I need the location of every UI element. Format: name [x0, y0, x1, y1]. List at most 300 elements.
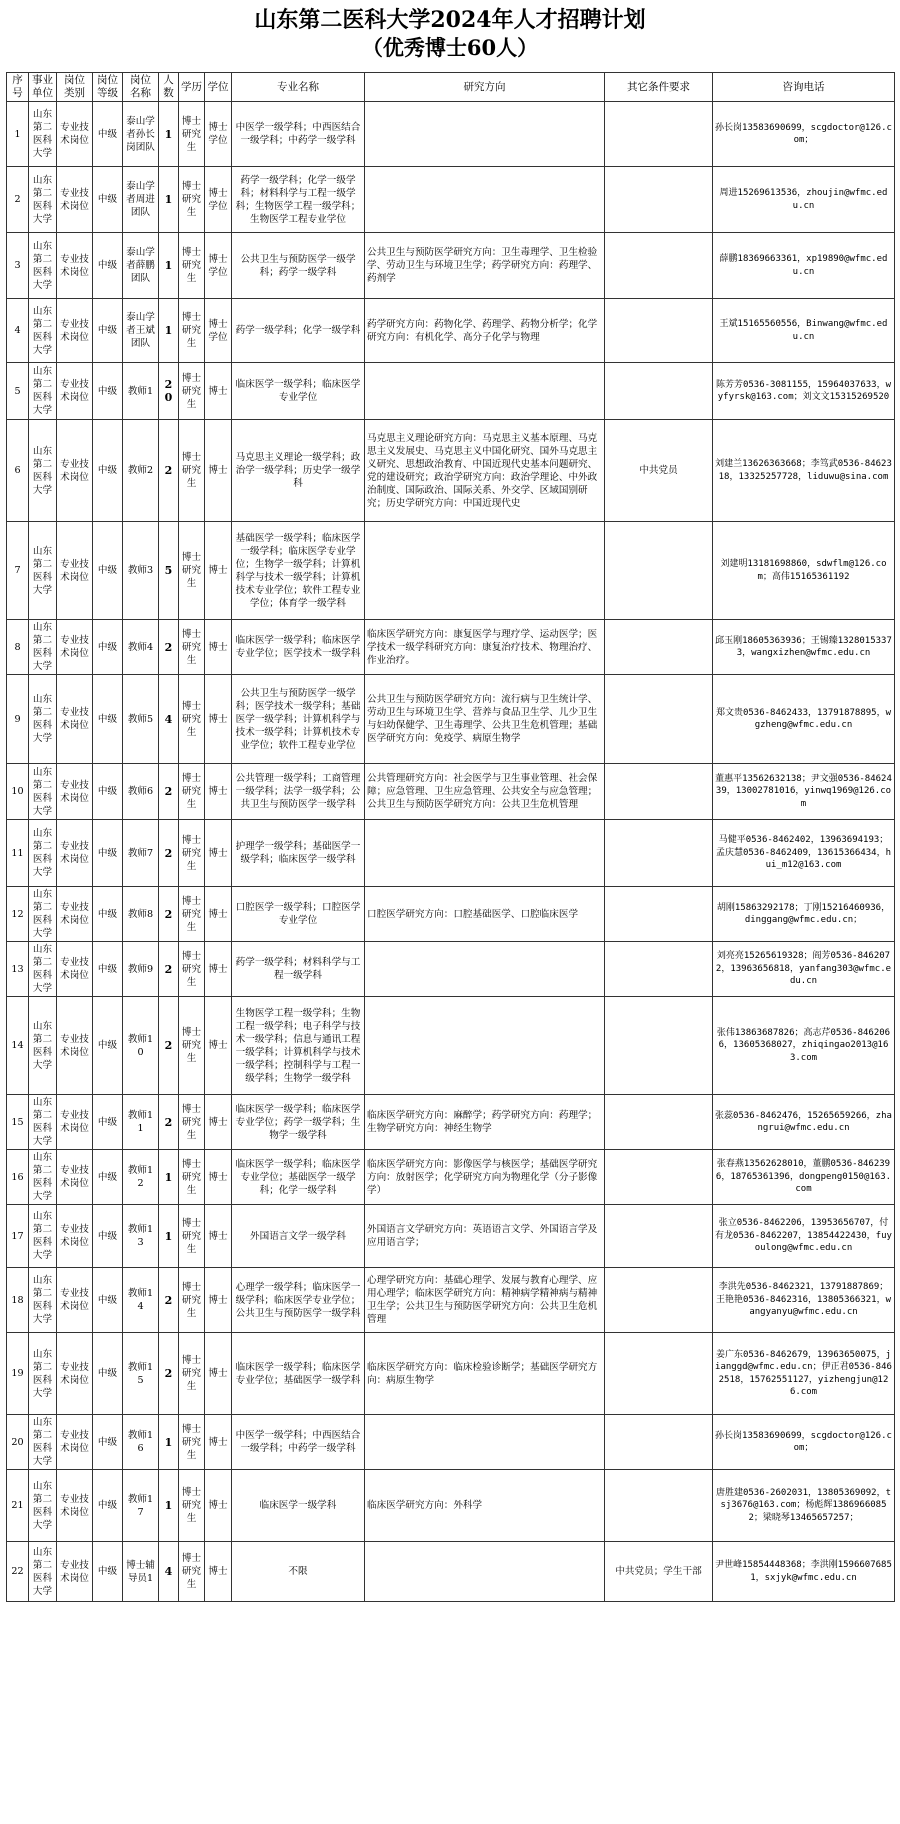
cell-research: 药学研究方向：药物化学、药理学、药物分析学；化学研究方向：有机化学、高分子化学与物理: [365, 299, 605, 363]
column-header: 岗位等级: [93, 73, 123, 102]
cell-no: 11: [7, 820, 29, 887]
cell-major: 公共卫生与预防医学一级学科；医学技术一级学科；基础医学一级学科；计算机科学与技术一级学科；计算机技术专业学位；软件工程专业学位: [232, 675, 365, 764]
cell-count: 1: [159, 299, 179, 363]
cell-level: 中级: [93, 1268, 123, 1333]
cell-level: 中级: [93, 233, 123, 299]
column-header: 学历: [179, 73, 205, 102]
cell-unit: 山东第二医科大学: [29, 1205, 57, 1268]
cell-contact: 张蕊0536-8462476，15265659266，zhangrui@wfmc.edu.cn: [713, 1095, 895, 1150]
cell-level: 中级: [93, 1542, 123, 1602]
cell-research: 外国语言文学研究方向：英语语言文学、外国语言学及应用语言学；: [365, 1205, 605, 1268]
cell-no: 22: [7, 1542, 29, 1602]
table-row: [7, 1470, 895, 1542]
cell-category: 专业技术岗位: [57, 1333, 93, 1415]
cell-post: 教师14: [123, 1268, 159, 1333]
cell-post: 教师16: [123, 1415, 159, 1470]
cell-level: 中级: [93, 820, 123, 887]
cell-count: 20: [159, 363, 179, 420]
table-row: [7, 102, 895, 167]
cell-count: 1: [159, 102, 179, 167]
cell-no: 1: [7, 102, 29, 167]
table-row: [7, 1415, 895, 1470]
cell-other: [605, 1205, 713, 1268]
cell-edu: 博士研究生: [179, 887, 205, 942]
cell-degree: 博士学位: [205, 102, 232, 167]
cell-category: 专业技术岗位: [57, 233, 93, 299]
cell-research: 公共卫生与预防医学研究方向：卫生毒理学、卫生检验学、劳动卫生与环境卫生学；药学研究方向：药理学、药剂学: [365, 233, 605, 299]
cell-unit: 山东第二医科大学: [29, 764, 57, 820]
cell-post: 教师3: [123, 522, 159, 620]
cell-contact: 张伟13863687826；高志芹0536-8462066，13605368027，zhiqingao2013@163.com: [713, 997, 895, 1095]
cell-major: 临床医学一级学科；临床医学专业学位；基础医学一级学科: [232, 1333, 365, 1415]
cell-research: 公共管理研究方向：社会医学与卫生事业管理、社会保障；应急管理、卫生应急管理、公共安全与应急管理；公共卫生与预防医学研究方向：公共卫生危机管理: [365, 764, 605, 820]
cell-major: 中医学一级学科；中西医结合一级学科；中药学一级学科: [232, 102, 365, 167]
cell-level: 中级: [93, 1205, 123, 1268]
table-row: [7, 420, 895, 522]
cell-no: 2: [7, 167, 29, 233]
cell-contact: 孙长岗13583690699，scgdoctor@126.com；: [713, 102, 895, 167]
cell-level: 中级: [93, 764, 123, 820]
cell-post: 教师1: [123, 363, 159, 420]
cell-contact: 郑文贵0536-8462433，13791878895，wgzheng@wfmc.edu.cn: [713, 675, 895, 764]
cell-edu: 博士研究生: [179, 420, 205, 522]
cell-research: 临床医学研究方向：影像医学与核医学；基础医学研究方向：放射医学；化学研究方向为物理化学（分子影像学）: [365, 1150, 605, 1205]
cell-contact: 李洪先0536-8462321，13791887869；王艳艳0536-8462316，13805366321，wangyanyu@wfmc.edu.cn: [713, 1268, 895, 1333]
cell-other: 中共党员: [605, 420, 713, 522]
cell-edu: 博士研究生: [179, 997, 205, 1095]
cell-category: 专业技术岗位: [57, 1150, 93, 1205]
table-body: [7, 102, 895, 1602]
cell-contact: 唐胜建0536-2602031，13805369092，tsj3676@163.com；杨彪辉13869660852；梁晓琴13465657257；: [713, 1470, 895, 1542]
cell-level: 中级: [93, 620, 123, 675]
cell-other: [605, 233, 713, 299]
cell-unit: 山东第二医科大学: [29, 522, 57, 620]
cell-edu: 博士研究生: [179, 102, 205, 167]
cell-other: [605, 299, 713, 363]
column-header: 人数: [159, 73, 179, 102]
cell-post: 泰山学者王斌团队: [123, 299, 159, 363]
cell-category: 专业技术岗位: [57, 942, 93, 997]
table-row: [7, 1542, 895, 1602]
cell-post: 教师11: [123, 1095, 159, 1150]
cell-other: [605, 764, 713, 820]
cell-count: 2: [159, 942, 179, 997]
cell-other: [605, 942, 713, 997]
cell-level: 中级: [93, 1333, 123, 1415]
table-row: [7, 233, 895, 299]
column-header: 事业单位: [29, 73, 57, 102]
cell-category: 专业技术岗位: [57, 997, 93, 1095]
cell-post: 教师7: [123, 820, 159, 887]
cell-major: 临床医学一级学科: [232, 1470, 365, 1542]
cell-level: 中级: [93, 1415, 123, 1470]
cell-unit: 山东第二医科大学: [29, 942, 57, 997]
cell-degree: 博士: [205, 887, 232, 942]
cell-category: 专业技术岗位: [57, 675, 93, 764]
cell-degree: 博士: [205, 764, 232, 820]
cell-research: 临床医学研究方向：麻醉学；药学研究方向：药理学；生物学研究方向：神经生物学: [365, 1095, 605, 1150]
cell-count: 2: [159, 1095, 179, 1150]
cell-edu: 博士研究生: [179, 1415, 205, 1470]
cell-no: 13: [7, 942, 29, 997]
cell-research: [365, 167, 605, 233]
cell-category: 专业技术岗位: [57, 522, 93, 620]
cell-post: 教师4: [123, 620, 159, 675]
cell-post: 教师9: [123, 942, 159, 997]
cell-no: 8: [7, 620, 29, 675]
cell-research: 临床医学研究方向：外科学: [365, 1470, 605, 1542]
title-line-1: 山东第二医科大学2024年人才招聘计划: [254, 7, 646, 33]
cell-degree: 博士: [205, 522, 232, 620]
column-header: 研究方向: [365, 73, 605, 102]
cell-other: [605, 997, 713, 1095]
cell-degree: 博士: [205, 420, 232, 522]
cell-degree: 博士学位: [205, 167, 232, 233]
cell-no: 9: [7, 675, 29, 764]
cell-contact: 张春燕13562628010，董鹏0536-8462396，18765361396，dongpeng0150@163.com: [713, 1150, 895, 1205]
cell-major: 药学一级学科；化学一级学科；材料科学与工程一级学科；生物医学工程一级学科；生物医学工程专业学位: [232, 167, 365, 233]
cell-edu: 博士研究生: [179, 764, 205, 820]
cell-contact: 王斌15165560556，Binwang@wfmc.edu.cn: [713, 299, 895, 363]
cell-post: 教师2: [123, 420, 159, 522]
table-header-row: [7, 73, 895, 102]
cell-edu: 博士研究生: [179, 167, 205, 233]
cell-other: [605, 522, 713, 620]
cell-edu: 博士研究生: [179, 1205, 205, 1268]
cell-research: 临床医学研究方向：康复医学与理疗学、运动医学；医学技术一级学科研究方向：康复治疗技术、物理治疗、作业治疗。: [365, 620, 605, 675]
cell-degree: 博士: [205, 1415, 232, 1470]
cell-count: 1: [159, 1470, 179, 1542]
cell-major: 生物医学工程一级学科；生物工程一级学科；电子科学与技术一级学科；信息与通讯工程一级学科；计算机科学与技术一级学科；控制科学与工程一级学科；生物学一级学科: [232, 997, 365, 1095]
cell-count: 1: [159, 233, 179, 299]
table-row: [7, 675, 895, 764]
cell-category: 专业技术岗位: [57, 620, 93, 675]
cell-unit: 山东第二医科大学: [29, 1268, 57, 1333]
cell-unit: 山东第二医科大学: [29, 1542, 57, 1602]
cell-level: 中级: [93, 420, 123, 522]
cell-contact: 周进15269613536，zhoujin@wfmc.edu.cn: [713, 167, 895, 233]
column-header: 岗位类别: [57, 73, 93, 102]
cell-unit: 山东第二医科大学: [29, 363, 57, 420]
cell-other: [605, 820, 713, 887]
cell-edu: 博士研究生: [179, 1542, 205, 1602]
table-row: [7, 299, 895, 363]
cell-major: 口腔医学一级学科；口腔医学专业学位: [232, 887, 365, 942]
table-row: [7, 997, 895, 1095]
cell-count: 2: [159, 1333, 179, 1415]
cell-major: 临床医学一级学科；临床医学专业学位: [232, 363, 365, 420]
cell-research: [365, 1415, 605, 1470]
cell-unit: 山东第二医科大学: [29, 102, 57, 167]
cell-no: 3: [7, 233, 29, 299]
cell-category: 专业技术岗位: [57, 1205, 93, 1268]
cell-post: 教师12: [123, 1150, 159, 1205]
cell-post: 博士辅导员1: [123, 1542, 159, 1602]
table-row: [7, 1095, 895, 1150]
cell-level: 中级: [93, 942, 123, 997]
document-title: [0, 6, 900, 62]
cell-degree: 博士学位: [205, 299, 232, 363]
title-line-2: （优秀博士60人）: [361, 35, 539, 60]
cell-no: 20: [7, 1415, 29, 1470]
cell-other: [605, 167, 713, 233]
cell-category: 专业技术岗位: [57, 363, 93, 420]
cell-major: 马克思主义理论一级学科；政治学一级学科；历史学一级学科: [232, 420, 365, 522]
cell-count: 1: [159, 1150, 179, 1205]
cell-count: 2: [159, 997, 179, 1095]
cell-other: [605, 102, 713, 167]
cell-research: [365, 942, 605, 997]
cell-no: 19: [7, 1333, 29, 1415]
cell-unit: 山东第二医科大学: [29, 820, 57, 887]
cell-no: 7: [7, 522, 29, 620]
cell-other: [605, 620, 713, 675]
cell-major: 外国语言文学一级学科: [232, 1205, 365, 1268]
cell-no: 5: [7, 363, 29, 420]
cell-count: 2: [159, 1268, 179, 1333]
cell-unit: 山东第二医科大学: [29, 167, 57, 233]
cell-major: 公共管理一级学科；工商管理一级学科；法学一级学科；公共卫生与预防医学一级学科: [232, 764, 365, 820]
cell-count: 2: [159, 820, 179, 887]
cell-degree: 博士: [205, 1205, 232, 1268]
cell-degree: 博士: [205, 1333, 232, 1415]
cell-category: 专业技术岗位: [57, 764, 93, 820]
cell-contact: 陈芳芳0536-3081155，15964037633，wyfyrsk@163.com；刘文文15315269520: [713, 363, 895, 420]
cell-unit: 山东第二医科大学: [29, 997, 57, 1095]
cell-unit: 山东第二医科大学: [29, 1095, 57, 1150]
table-row: [7, 1205, 895, 1268]
column-header: 咨询电话: [713, 73, 895, 102]
cell-contact: 薛鹏18369663361，xp19890@wfmc.edu.cn: [713, 233, 895, 299]
cell-other: [605, 887, 713, 942]
cell-edu: 博士研究生: [179, 363, 205, 420]
cell-major: 临床医学一级学科；临床医学专业学位；药学一级学科；生物学一级学科: [232, 1095, 365, 1150]
cell-level: 中级: [93, 167, 123, 233]
cell-category: 专业技术岗位: [57, 1268, 93, 1333]
cell-other: [605, 1470, 713, 1542]
cell-level: 中级: [93, 1095, 123, 1150]
cell-edu: 博士研究生: [179, 1333, 205, 1415]
cell-major: 公共卫生与预防医学一级学科；药学一级学科: [232, 233, 365, 299]
cell-post: 教师5: [123, 675, 159, 764]
cell-post: 教师6: [123, 764, 159, 820]
table-row: [7, 1268, 895, 1333]
cell-major: 药学一级学科；材料科学与工程一级学科: [232, 942, 365, 997]
cell-degree: 博士: [205, 1150, 232, 1205]
cell-degree: 博士: [205, 620, 232, 675]
cell-major: 中医学一级学科；中西医结合一级学科；中药学一级学科: [232, 1415, 365, 1470]
table-row: [7, 887, 895, 942]
table-row: [7, 764, 895, 820]
cell-major: 临床医学一级学科；临床医学专业学位；医学技术一级学科: [232, 620, 365, 675]
cell-research: 心理学研究方向：基础心理学、发展与教育心理学、应用心理学；临床医学研究方向：精神病学精神病与精神卫生学；公共卫生与预防医学研究方向：公共卫生危机管理: [365, 1268, 605, 1333]
cell-unit: 山东第二医科大学: [29, 233, 57, 299]
cell-research: [365, 820, 605, 887]
cell-category: 专业技术岗位: [57, 102, 93, 167]
cell-major: 临床医学一级学科；临床医学专业学位；基础医学一级学科；化学一级学科: [232, 1150, 365, 1205]
cell-research: [365, 997, 605, 1095]
cell-other: [605, 363, 713, 420]
cell-major: 不限: [232, 1542, 365, 1602]
cell-degree: 博士: [205, 1095, 232, 1150]
cell-research: 临床医学研究方向：临床检验诊断学；基础医学研究方向：病原生物学: [365, 1333, 605, 1415]
cell-no: 10: [7, 764, 29, 820]
cell-other: 中共党员；学生干部: [605, 1542, 713, 1602]
cell-research: 公共卫生与预防医学研究方向：流行病与卫生统计学、劳动卫生与环境卫生学、营养与食品卫生学、儿少卫生与妇幼保健学、卫生毒理学、公共卫生危机管理；基础医学研究方向：免疫学、病原生物学: [365, 675, 605, 764]
cell-edu: 博士研究生: [179, 1470, 205, 1542]
cell-degree: 博士: [205, 363, 232, 420]
table-row: [7, 167, 895, 233]
cell-degree: 博士: [205, 1470, 232, 1542]
cell-post: 教师13: [123, 1205, 159, 1268]
cell-unit: 山东第二医科大学: [29, 420, 57, 522]
cell-level: 中级: [93, 1470, 123, 1542]
cell-unit: 山东第二医科大学: [29, 299, 57, 363]
cell-category: 专业技术岗位: [57, 1542, 93, 1602]
cell-contact: 刘建明13181698860，sdwflm@126.com；高伟15165361192: [713, 522, 895, 620]
cell-no: 18: [7, 1268, 29, 1333]
cell-level: 中级: [93, 1150, 123, 1205]
cell-other: [605, 1415, 713, 1470]
cell-edu: 博士研究生: [179, 820, 205, 887]
cell-degree: 博士: [205, 1268, 232, 1333]
cell-edu: 博士研究生: [179, 1095, 205, 1150]
cell-category: 专业技术岗位: [57, 299, 93, 363]
cell-level: 中级: [93, 102, 123, 167]
cell-unit: 山东第二医科大学: [29, 1333, 57, 1415]
cell-unit: 山东第二医科大学: [29, 887, 57, 942]
cell-no: 6: [7, 420, 29, 522]
cell-unit: 山东第二医科大学: [29, 620, 57, 675]
table-row: [7, 1150, 895, 1205]
cell-edu: 博士研究生: [179, 233, 205, 299]
cell-count: 1: [159, 167, 179, 233]
cell-contact: 张立0536-8462206，13953656707，付有龙0536-8462207，13854422430，fuyoulong@wfmc.edu.cn: [713, 1205, 895, 1268]
table-row: [7, 1333, 895, 1415]
cell-unit: 山东第二医科大学: [29, 1150, 57, 1205]
cell-contact: 刘建兰13626363668；李笃武0536-8462318，13325257728，liduwu@sina.com: [713, 420, 895, 522]
cell-degree: 博士学位: [205, 233, 232, 299]
cell-no: 15: [7, 1095, 29, 1150]
cell-no: 21: [7, 1470, 29, 1542]
cell-other: [605, 675, 713, 764]
recruitment-table: [6, 72, 895, 1602]
cell-no: 12: [7, 887, 29, 942]
cell-count: 2: [159, 887, 179, 942]
cell-other: [605, 1268, 713, 1333]
cell-other: [605, 1333, 713, 1415]
cell-research: 口腔医学研究方向：口腔基础医学、口腔临床医学: [365, 887, 605, 942]
cell-research: [365, 102, 605, 167]
cell-count: 1: [159, 1415, 179, 1470]
cell-research: [365, 522, 605, 620]
cell-level: 中级: [93, 299, 123, 363]
cell-level: 中级: [93, 675, 123, 764]
column-header: 其它条件要求: [605, 73, 713, 102]
cell-no: 16: [7, 1150, 29, 1205]
cell-major: 基础医学一级学科；临床医学一级学科；临床医学专业学位；生物学一级学科；计算机科学与技术一级学科；计算机技术专业学位；软件工程专业学位；体育学一级学科: [232, 522, 365, 620]
table-row: [7, 942, 895, 997]
column-header: 序号: [7, 73, 29, 102]
cell-no: 14: [7, 997, 29, 1095]
cell-edu: 博士研究生: [179, 675, 205, 764]
cell-major: 护理学一级学科；基础医学一级学科；临床医学一级学科: [232, 820, 365, 887]
cell-contact: 董惠平13562632138；尹文强0536-8462439，13002781016，yinwq1969@126.com: [713, 764, 895, 820]
cell-count: 2: [159, 420, 179, 522]
cell-count: 2: [159, 764, 179, 820]
cell-post: 泰山学者薛鹏团队: [123, 233, 159, 299]
table-row: [7, 820, 895, 887]
cell-contact: 刘亮亮15265619328；阎芳0536-8462072，13963656818，yanfang303@wfmc.edu.cn: [713, 942, 895, 997]
cell-degree: 博士: [205, 942, 232, 997]
cell-count: 1: [159, 1205, 179, 1268]
cell-post: 泰山学者孙长岗团队: [123, 102, 159, 167]
cell-edu: 博士研究生: [179, 299, 205, 363]
table-row: [7, 522, 895, 620]
cell-count: 5: [159, 522, 179, 620]
cell-major: 药学一级学科；化学一级学科: [232, 299, 365, 363]
cell-count: 2: [159, 620, 179, 675]
column-header: 岗位名称: [123, 73, 159, 102]
cell-major: 心理学一级学科；临床医学一级学科；临床医学专业学位；公共卫生与预防医学一级学科: [232, 1268, 365, 1333]
cell-degree: 博士: [205, 675, 232, 764]
cell-post: 教师8: [123, 887, 159, 942]
column-header: 学位: [205, 73, 232, 102]
cell-post: 教师17: [123, 1470, 159, 1542]
table-row: [7, 620, 895, 675]
cell-degree: 博士: [205, 1542, 232, 1602]
cell-edu: 博士研究生: [179, 942, 205, 997]
cell-category: 专业技术岗位: [57, 1470, 93, 1542]
cell-contact: 孙长岗13583690699，scgdoctor@126.com；: [713, 1415, 895, 1470]
cell-category: 专业技术岗位: [57, 820, 93, 887]
table-row: [7, 363, 895, 420]
cell-post: 教师10: [123, 997, 159, 1095]
cell-other: [605, 1150, 713, 1205]
cell-research: 马克思主义理论研究方向：马克思主义基本原理、马克思主义发展史、马克思主义中国化研究、国外马克思主义研究、思想政治教育、中国近现代史基本问题研究、党的建设研究；政治学研究方向：政治学理论、中外政治制度、国际政治、国际关系、外交学、区域国别研究；历史学研究方向：中国近现代史: [365, 420, 605, 522]
cell-unit: 山东第二医科大学: [29, 1470, 57, 1542]
cell-contact: 邱玉刚18605363936；王锡臻13280153373，wangxizhen@wfmc.edu.cn: [713, 620, 895, 675]
cell-edu: 博士研究生: [179, 522, 205, 620]
cell-category: 专业技术岗位: [57, 420, 93, 522]
cell-no: 4: [7, 299, 29, 363]
cell-research: [365, 363, 605, 420]
cell-no: 17: [7, 1205, 29, 1268]
column-header: 专业名称: [232, 73, 365, 102]
cell-level: 中级: [93, 522, 123, 620]
cell-category: 专业技术岗位: [57, 167, 93, 233]
cell-level: 中级: [93, 363, 123, 420]
cell-edu: 博士研究生: [179, 1150, 205, 1205]
cell-contact: 胡刚15863292178；丁刚15216460936，dinggang@wfmc.edu.cn；: [713, 887, 895, 942]
cell-contact: 尹世峰15854448368；李洪刚15966076851，sxjyk@wfmc.edu.cn: [713, 1542, 895, 1602]
cell-contact: 马健平0536-8462402，13963694193；孟庆慧0536-8462409，13615366434，hui_m12@163.com: [713, 820, 895, 887]
cell-category: 专业技术岗位: [57, 1095, 93, 1150]
cell-count: 4: [159, 1542, 179, 1602]
cell-category: 专业技术岗位: [57, 1415, 93, 1470]
cell-post: 泰山学者周进团队: [123, 167, 159, 233]
cell-level: 中级: [93, 997, 123, 1095]
cell-degree: 博士: [205, 820, 232, 887]
cell-post: 教师15: [123, 1333, 159, 1415]
cell-category: 专业技术岗位: [57, 887, 93, 942]
cell-count: 4: [159, 675, 179, 764]
cell-other: [605, 1095, 713, 1150]
cell-level: 中级: [93, 887, 123, 942]
cell-contact: 姜广东0536-8462679，13963650075，jianggd@wfmc.edu.cn；伊正君0536-8462518，15762551127，yizhengjun@126.com: [713, 1333, 895, 1415]
cell-unit: 山东第二医科大学: [29, 675, 57, 764]
cell-research: [365, 1542, 605, 1602]
